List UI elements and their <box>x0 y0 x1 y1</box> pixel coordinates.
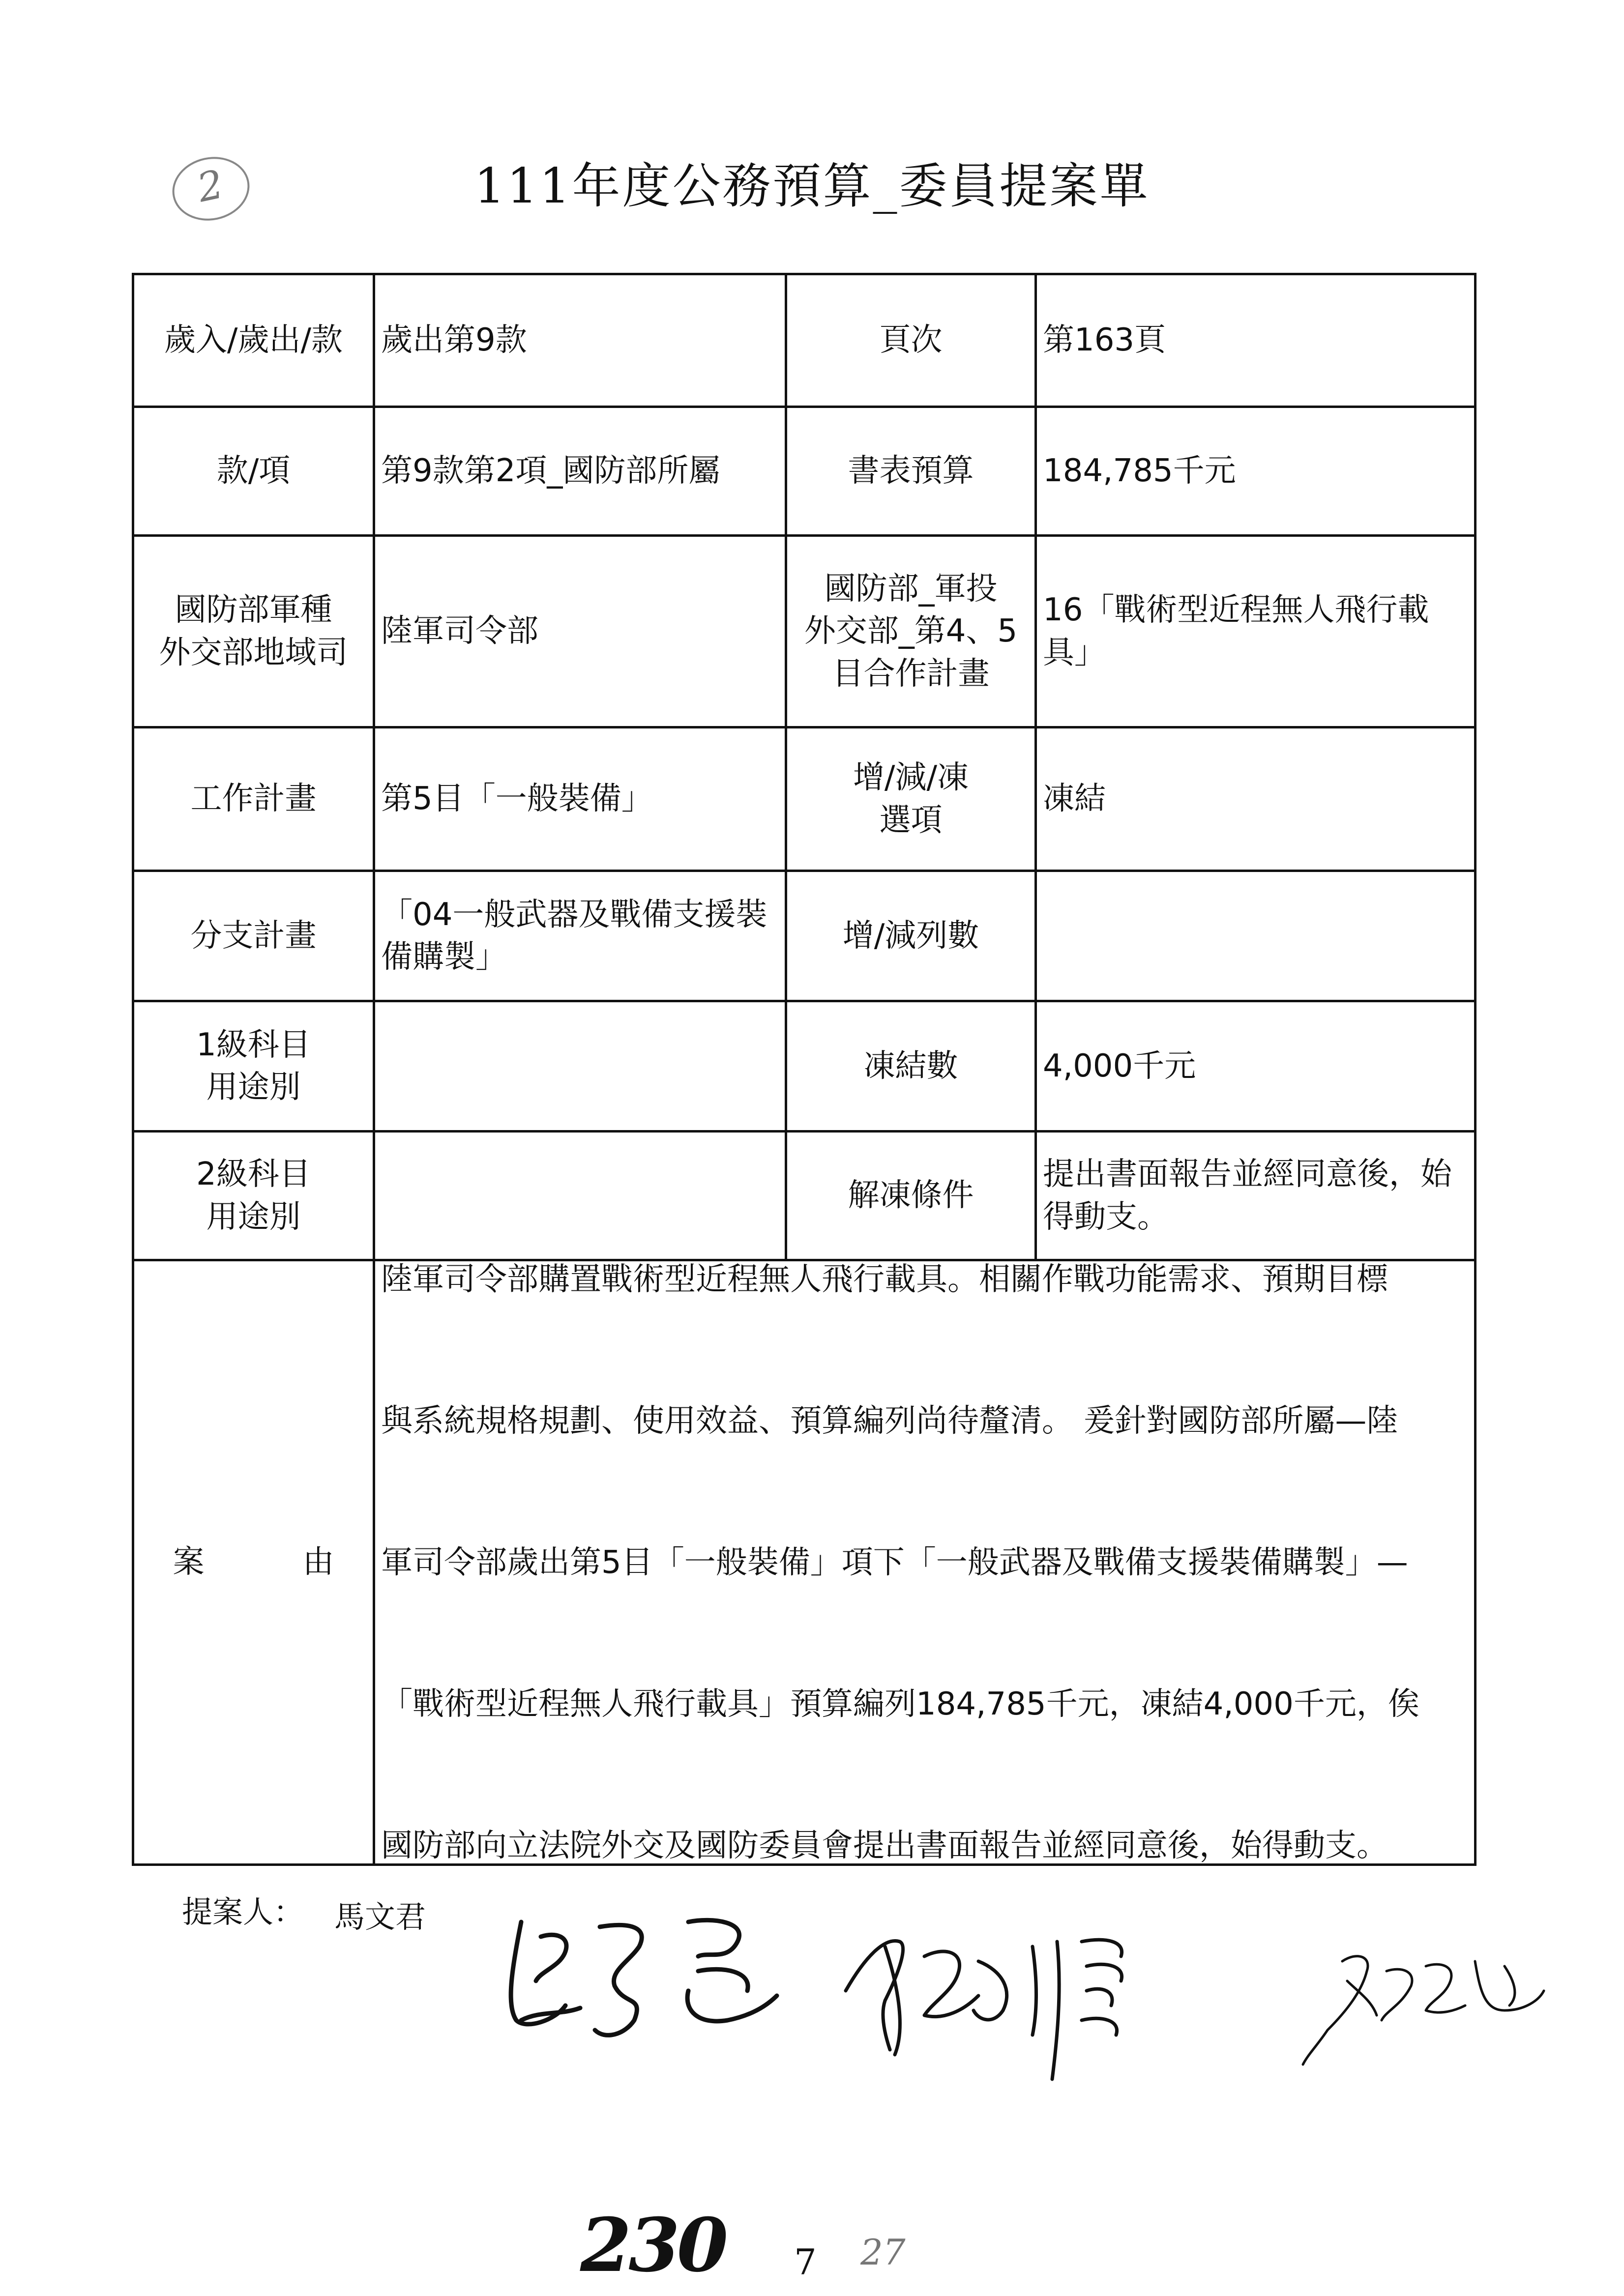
page-number: 7 <box>794 2241 817 2283</box>
page-title: 111年度公務預算_委員提案單 <box>474 158 1150 214</box>
label-line: 國防部軍種 <box>175 592 332 629</box>
label-line: 外交部_第4、5 <box>804 613 1018 650</box>
proposal-form-table <box>132 273 1476 1866</box>
reason-line: 「戰術型近程無人飛行載具」預算編列184,785千元，凍結4,000千元，俟 <box>381 1686 1419 1722</box>
reason-line: 國防部向立法院外交及國防委員會提出書面報告並經同意後，始得動支。 <box>381 1827 1388 1864</box>
reason-text <box>374 1260 1476 1865</box>
field-label <box>786 727 1036 871</box>
field-value: 第5目「一般裝備」 <box>374 727 786 871</box>
proposer-label: 提案人： <box>182 1894 304 1930</box>
proposer-name: 馬文君 <box>334 1899 426 1935</box>
label-line: 增/減/凍 <box>853 759 969 796</box>
field-label: 款/項 <box>133 407 374 536</box>
circle-mark-text: 2 <box>193 161 228 211</box>
field-value: 歲出第9款 <box>374 274 786 407</box>
form-row-4 <box>133 727 1476 871</box>
field-value: 第163頁 <box>1036 274 1476 407</box>
field-value: 第9款第2項_國防部所屬 <box>374 407 786 536</box>
reason-label-char: 由 <box>302 1544 334 1581</box>
field-label: 凍結數 <box>786 1001 1036 1132</box>
form-row-2 <box>133 407 1476 536</box>
label-line: 用途別 <box>206 1069 301 1105</box>
field-label: 書表預算 <box>786 407 1036 536</box>
label-line: 選項 <box>879 802 943 839</box>
form-row-6 <box>133 1001 1476 1132</box>
field-value: 提出書面報告並經同意後，始得動支。 <box>1036 1132 1476 1260</box>
field-label: 增/減列數 <box>786 871 1036 1001</box>
field-label: 頁次 <box>786 274 1036 407</box>
reason-line: 與系統規格規劃、使用效益、預算編列尚待釐清。 爰針對國防部所屬—陸 <box>381 1402 1398 1439</box>
field-label <box>133 1001 374 1132</box>
field-value: 陸軍司令部 <box>374 536 786 727</box>
field-value <box>1036 871 1476 1001</box>
field-label <box>786 536 1036 727</box>
field-label <box>133 1132 374 1260</box>
field-value <box>374 1001 786 1132</box>
signature-3 <box>1303 1956 1544 2064</box>
form-row-7 <box>133 1132 1476 1260</box>
reason-label <box>133 1260 374 1865</box>
field-value <box>374 1132 786 1260</box>
reason-line: 軍司令部歲出第5目「一般裝備」項下「一般武器及戰備支援裝備購製」— <box>381 1544 1408 1581</box>
signature-2 <box>846 1940 1122 2079</box>
field-label: 分支計畫 <box>133 871 374 1001</box>
field-value: 凍結 <box>1036 727 1476 871</box>
handwritten-signatures <box>0 1892 1624 2138</box>
label-line: 國防部_軍投 <box>824 570 998 607</box>
field-value: 16「戰術型近程無人飛行載具」 <box>1036 536 1476 727</box>
field-value: 4,000千元 <box>1036 1001 1476 1132</box>
field-label: 歲入/歲出/款 <box>133 274 374 407</box>
label-line: 2級科目 <box>196 1156 311 1193</box>
field-value: 「04一般武器及戰備支援裝備購製」 <box>374 871 786 1001</box>
handwritten-page-number: 230 <box>580 2202 726 2289</box>
field-value: 184,785千元 <box>1036 407 1476 536</box>
field-label <box>133 536 374 727</box>
reason-line: 陸軍司令部購置戰術型近程無人飛行載具。相關作戰功能需求、預期目標 <box>381 1261 1388 1298</box>
field-label: 工作計畫 <box>133 727 374 871</box>
form-row-1 <box>133 274 1476 407</box>
handwritten-small-number: 27 <box>860 2232 906 2273</box>
label-line: 目合作計畫 <box>832 655 990 692</box>
form-row-5 <box>133 871 1476 1001</box>
reason-label-char: 案 <box>173 1544 205 1581</box>
form-row-3 <box>133 536 1476 727</box>
label-line: 外交部地域司 <box>159 634 348 671</box>
signature-1 <box>511 1920 777 2035</box>
label-line: 1級科目 <box>196 1026 311 1063</box>
field-label: 解凍條件 <box>786 1132 1036 1260</box>
form-row-reason <box>133 1260 1476 1865</box>
label-line: 用途別 <box>206 1198 301 1235</box>
